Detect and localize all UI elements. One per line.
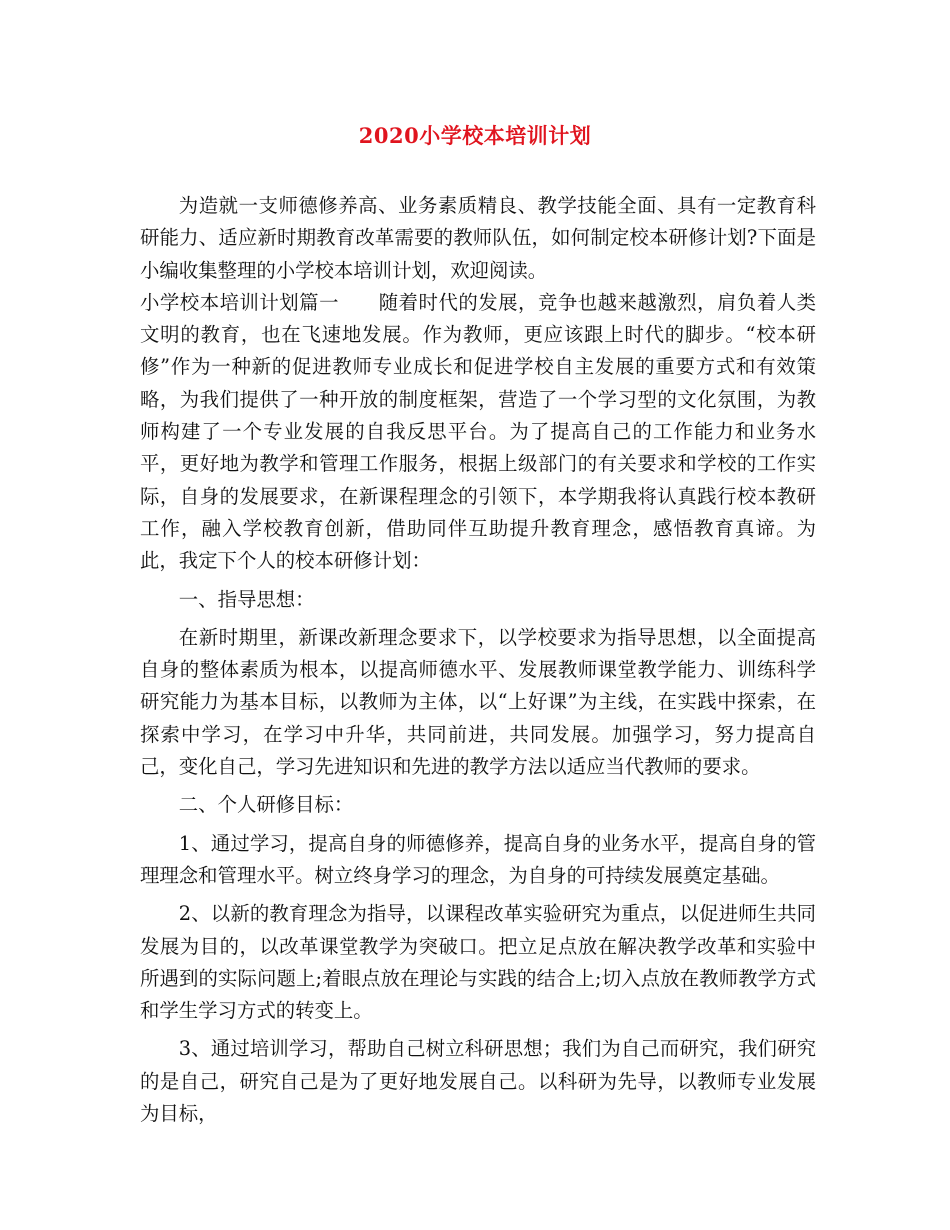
document-body: [140, 190, 816, 1130]
goal-item-3: 3、通过培训学习，帮助自己树立科研思想；我们为自己而研究，我们研究的是自己，研究自己是为了更好地发展自己。以科研为先导，以教师专业发展为目标，: [140, 1037, 816, 1126]
guiding-thought-paragraph: 在新时期里，新课改新理念要求下，以学校要求为指导思想，以全面提高自身的整体素质为根本，以提高师德水平、发展教师课堂教学能力、训练科学研究能力为基本目标，以教师为主体，以“上好课”为主线，在实践中探索，在探索中学习，在学习中升华，共同前进，共同发展。加强学习，努力提高自己，变化自己，学习先进知识和先进的教学方法以适应当代教师的要求。: [140, 625, 816, 779]
goal-item-1: 1、通过学习，提高自身的师德修养，提高自身的业务水平，提高自身的管理理念和管理水平。树立终身学习的理念，为自身的可持续发展奠定基础。: [140, 831, 816, 887]
intro-paragraph: 为造就一支师德修养高、业务素质精良、教学技能全面、具有一定教育科研能力、适应新时期教育改革需要的教师队伍，如何制定校本研修计划?下面是小编收集整理的小学校本培训计划，欢迎阅读。: [140, 194, 816, 282]
section-one-paragraph: 小学校本培训计划篇一 随着时代的发展，竞争也越来越激烈，肩负着人类文明的教育，也在飞速地发展。作为教师，更应该跟上时代的脚步。“校本研修”作为一种新的促进教师专业成长和促进学校自主发展的重要方式和有效策略，为我们提供了一种开放的制度框架，营造了一个学习型的文化氛围，为教师构建了一个专业发展的自我反思平台。为了提高自己的工作能力和业务水平，更好地为教学和管理工作服务，根据上级部门的有关要求和学校的工作实际，自身的发展要求，在新课程理念的引领下，本学期我将认真践行校本教研工作，融入学校教育创新，借助同伴互助提升教育理念，感悟教育真谛。为此，我定下个人的校本研修计划：: [140, 290, 816, 573]
heading-personal-goals: 二、个人研修目标：: [178, 793, 354, 817]
goal-item-2: 2、以新的教育理念为指导，以课程改革实验研究为重点，以促进师生共同发展为目的，以改革课堂教学为突破口。把立足点放在解决教学改革和实验中所遇到的实际问题上;着眼点放在理论与实践的结合上;切入点放在教师教学方式和学生学习方式的转变上。: [140, 902, 816, 1023]
document-title: 2020小学校本培训计划: [358, 123, 592, 148]
heading-guiding-thought: 一、指导思想：: [178, 587, 315, 611]
